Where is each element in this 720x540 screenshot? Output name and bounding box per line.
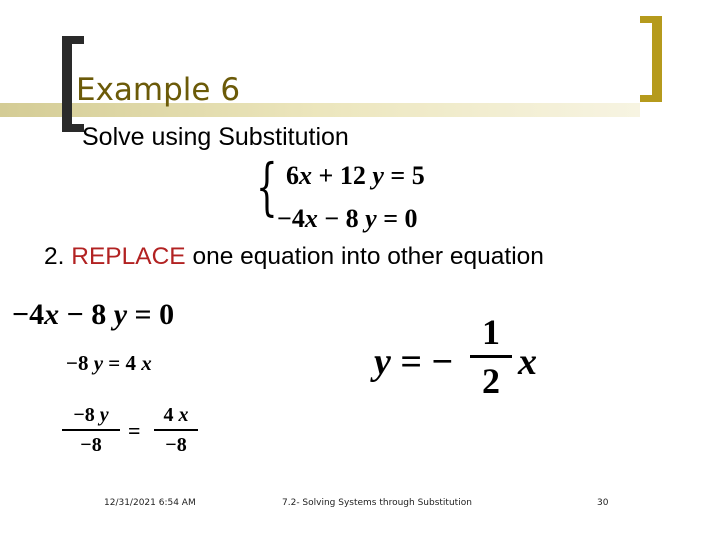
step-keyword: REPLACE bbox=[71, 243, 186, 270]
left-bracket-bottom bbox=[62, 124, 84, 132]
work-equals-sign: = bbox=[128, 418, 141, 443]
left-bracket-top bbox=[62, 36, 84, 44]
slide-title: Example 6 bbox=[76, 72, 241, 108]
result-fraction: 1 2 bbox=[470, 312, 512, 401]
step-instruction: 2. REPLACE one equation into other equation bbox=[44, 243, 544, 270]
footer-date: 12/31/2021 6:54 AM bbox=[104, 498, 196, 508]
system-brace: { bbox=[256, 150, 278, 223]
footer-page-number: 30 bbox=[597, 498, 609, 508]
right-bracket-bottom bbox=[640, 95, 662, 102]
footer-course-title: 7.2- Solving Systems through Substitution bbox=[282, 498, 472, 508]
left-bracket-decoration bbox=[62, 36, 72, 132]
system-equation-1: 6x + 12 y = 5 bbox=[286, 161, 425, 190]
system-equation-2: −4x − 8 y = 0 bbox=[277, 204, 418, 233]
work-line-1: −4x − 8 y = 0 bbox=[12, 298, 175, 331]
right-bracket-top bbox=[640, 16, 662, 23]
work-line-2: −8 y = 4 x bbox=[66, 351, 152, 375]
work-fraction-left: −8 y −8 bbox=[62, 403, 120, 457]
slide-subtitle: Solve using Substitution bbox=[82, 123, 349, 151]
result-lhs: y = − bbox=[374, 341, 454, 383]
right-bracket-decoration bbox=[652, 16, 662, 102]
result-variable: x bbox=[518, 341, 537, 383]
work-fraction-right: 4 x −8 bbox=[154, 403, 198, 457]
